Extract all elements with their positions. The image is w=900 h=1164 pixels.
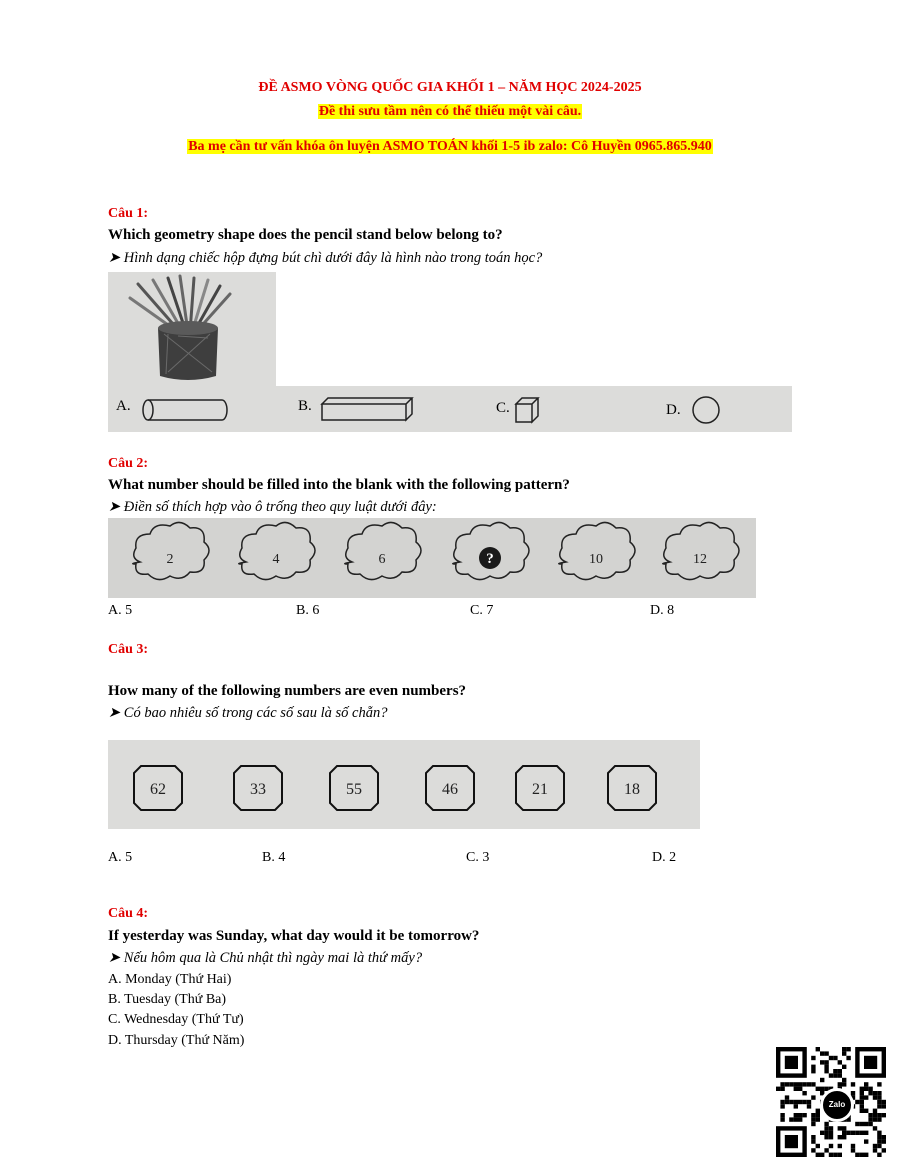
question-4-english: If yesterday was Sunday, what day would it be tomorrow? bbox=[108, 928, 480, 944]
pencil-stand-image bbox=[108, 272, 276, 386]
question-3-option-a[interactable]: A. 5 bbox=[108, 850, 133, 865]
number-frame bbox=[134, 766, 182, 810]
question-4-label: Câu 4: bbox=[108, 906, 149, 921]
number-value: 62 bbox=[150, 781, 166, 798]
cloud-item bbox=[239, 522, 315, 579]
cube-icon bbox=[512, 394, 544, 426]
option-c-label: C. bbox=[496, 400, 510, 416]
option-d-label: D. bbox=[666, 402, 681, 418]
zalo-logo-icon: Zalo bbox=[820, 1088, 854, 1122]
question-3-english: How many of the following numbers are even numbers? bbox=[108, 683, 467, 699]
number-value: 55 bbox=[346, 781, 362, 798]
number-frame bbox=[234, 766, 282, 810]
question-2-label: Câu 2: bbox=[108, 456, 149, 471]
option-b-label: B. bbox=[298, 398, 312, 414]
cuboid-icon bbox=[318, 394, 418, 424]
header-contact-text: Ba mẹ cần tư vấn khóa ôn luyện ASMO TOÁN khối 1-5 ib zalo: Cô Huyền 0965.865.940 bbox=[188, 139, 712, 154]
sequence-value: 2 bbox=[166, 552, 174, 567]
number-frame bbox=[330, 766, 378, 810]
question-3-option-c[interactable]: C. 3 bbox=[466, 850, 490, 865]
question-2-option-b[interactable]: B. 6 bbox=[296, 603, 320, 618]
header-note-text: Đề thi sưu tầm nên có thể thiếu một vài câu. bbox=[318, 104, 582, 119]
question-3-numbers-image bbox=[108, 740, 700, 829]
number-value: 18 bbox=[624, 781, 640, 798]
header-note bbox=[0, 104, 900, 120]
number-value: 46 bbox=[442, 781, 458, 798]
cloud-item bbox=[663, 522, 739, 579]
cloud-item bbox=[133, 522, 209, 579]
sequence-value: 4 bbox=[272, 552, 280, 567]
cylinder-icon bbox=[140, 396, 230, 424]
question-1-label: Câu 1: bbox=[108, 206, 149, 221]
option-a-label: A. bbox=[116, 398, 131, 414]
header-contact bbox=[0, 139, 900, 155]
sequence-value: 6 bbox=[378, 552, 386, 567]
page-title: ĐỀ ASMO VÒNG QUỐC GIA KHỐI 1 – NĂM HỌC 2024-2025 bbox=[258, 80, 642, 95]
sequence-value: ? bbox=[486, 551, 494, 567]
question-2-option-d[interactable]: D. 8 bbox=[650, 603, 675, 618]
question-2-option-a[interactable]: A. 5 bbox=[108, 603, 133, 618]
cloud-item bbox=[345, 522, 421, 579]
cloud-item bbox=[453, 522, 529, 579]
cloud-item bbox=[559, 522, 635, 579]
question-4-option-b[interactable]: B. Tuesday (Thứ Ba) bbox=[108, 992, 227, 1007]
question-2-english: What number should be filled into the blank with the following pattern? bbox=[108, 477, 570, 493]
question-3-vietnamese: ➤ Có bao nhiêu số trong các số sau là số chẵn? bbox=[108, 705, 388, 721]
sequence-value: 12 bbox=[693, 552, 707, 567]
question-1-options-image bbox=[108, 386, 792, 432]
question-3-option-b[interactable]: B. 4 bbox=[262, 850, 286, 865]
question-4-option-a[interactable]: A. Monday (Thứ Hai) bbox=[108, 972, 232, 987]
number-value: 33 bbox=[250, 781, 266, 798]
number-frame bbox=[426, 766, 474, 810]
question-1-vietnamese: ➤ Hình dạng chiếc hộp đựng bút chì dưới đây là hình nào trong toán học? bbox=[108, 250, 543, 266]
question-4-vietnamese: ➤ Nếu hôm qua là Chủ nhật thì ngày mai là thứ mấy? bbox=[108, 950, 423, 966]
circle-icon bbox=[688, 394, 728, 426]
question-3-label: Câu 3: bbox=[108, 642, 149, 657]
question-2-sequence-image bbox=[108, 518, 756, 598]
question-4-option-c[interactable]: C. Wednesday (Thứ Tư) bbox=[108, 1012, 244, 1027]
question-1-english: Which geometry shape does the pencil stand below belong to? bbox=[108, 227, 503, 243]
question-2-option-c[interactable]: C. 7 bbox=[470, 603, 494, 618]
number-value: 21 bbox=[532, 781, 548, 798]
question-3-option-d[interactable]: D. 2 bbox=[652, 850, 677, 865]
sequence-value: 10 bbox=[589, 552, 603, 567]
question-4-option-d[interactable]: D. Thursday (Thứ Năm) bbox=[108, 1033, 245, 1048]
number-frame bbox=[608, 766, 656, 810]
question-2-vietnamese: ➤ Điền số thích hợp vào ô trống theo quy luật dưới đây: bbox=[108, 499, 437, 515]
zalo-qr-code[interactable] bbox=[772, 1046, 896, 1158]
number-frame bbox=[516, 766, 564, 810]
